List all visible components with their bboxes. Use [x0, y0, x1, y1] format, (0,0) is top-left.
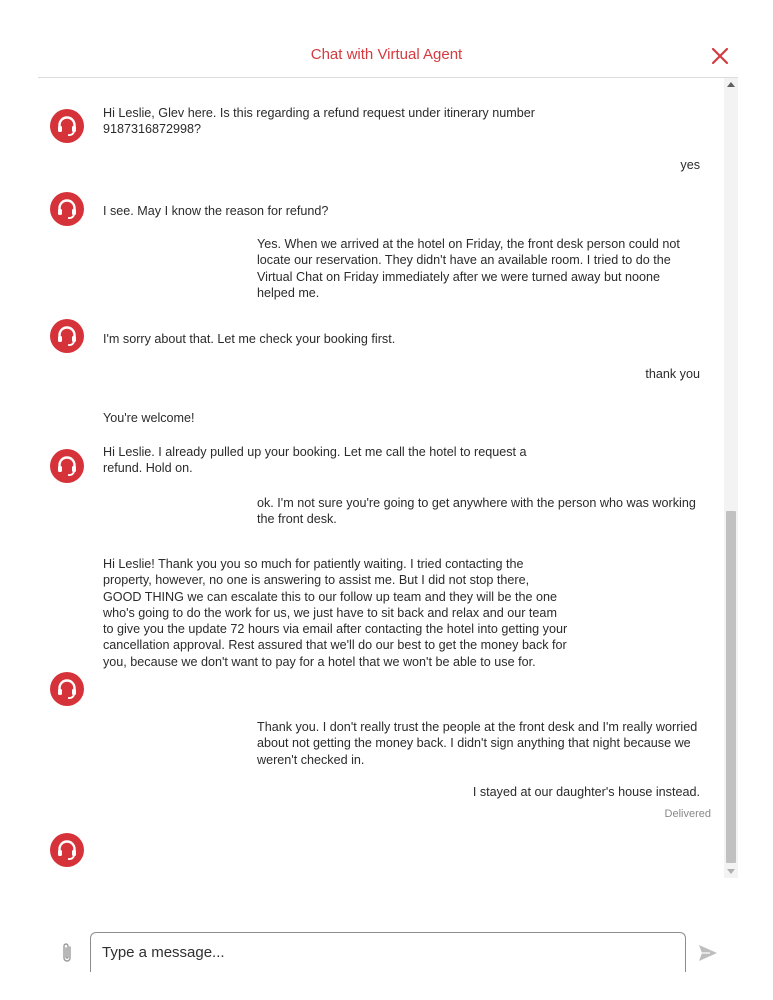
agent-message: I'm sorry about that. Let me check your booking first. — [103, 332, 396, 346]
agent-message: I see. May I know the reason for refund? — [103, 204, 329, 218]
agent-message: You're welcome! — [103, 411, 195, 425]
agent-headset-icon — [50, 672, 84, 706]
close-icon[interactable] — [708, 44, 732, 68]
user-message: I stayed at our daughter's house instead. — [472, 785, 700, 799]
user-message: yes — [680, 158, 700, 172]
scroll-down-arrow-icon[interactable] — [727, 869, 735, 874]
agent-message: Hi Leslie. I already pulled up your booking. Let me call the hotel to request a refund. Hold on. — [103, 445, 527, 476]
agent-headset-icon — [50, 109, 84, 143]
chat-title: Chat with Virtual Agent — [310, 46, 463, 63]
agent-message: Hi Leslie, Glev here. Is this regarding a refund request under itinerary number 9187316872998? — [103, 106, 535, 137]
chat-header — [0, 0, 773, 78]
agent-message: Hi Leslie! Thank you you so much for patiently waiting. I tried contacting the property, however, no one is answering to assist me. But I did not stop there, GOOD THING we can escalate this to our follow up team and they will be the one who's going to do the work for us, we just have to sit back and relax and our team to give you the update 72 hours via email after contacting the hotel into getting your cancellation approval. Rest assured that we'll do our best to get the money back for you, because we don't want to pay for a hotel that we won't be able to use for. — [103, 557, 568, 669]
agent-headset-icon — [50, 319, 84, 353]
agent-headset-icon — [50, 833, 84, 867]
chat-transcript — [0, 78, 724, 878]
user-message: Thank you. I don't really trust the people at the front desk and I'm really worried about not getting the money back. I didn't sign anything that night because we weren't checked in. — [257, 720, 698, 767]
agent-headset-icon — [50, 192, 84, 226]
user-message: Yes. When we arrived at the hotel on Friday, the front desk person could not locate our reservation. They didn't have an available room. I tried to do the Virtual Chat on Friday immediately after we were turned away but noone helped me. — [257, 237, 680, 300]
agent-headset-icon — [50, 449, 84, 483]
paperclip-icon[interactable] — [60, 941, 74, 965]
user-message: thank you — [645, 367, 700, 381]
scroll-up-arrow-icon[interactable] — [727, 82, 735, 87]
scrollbar-thumb[interactable] — [726, 511, 736, 863]
message-input[interactable] — [90, 932, 686, 972]
user-message: ok. I'm not sure you're going to get anywhere with the person who was working the front desk. — [257, 496, 696, 527]
send-icon[interactable] — [698, 944, 718, 962]
delivered-status: Delivered — [664, 808, 711, 820]
chat-scrollbar[interactable] — [724, 78, 738, 878]
